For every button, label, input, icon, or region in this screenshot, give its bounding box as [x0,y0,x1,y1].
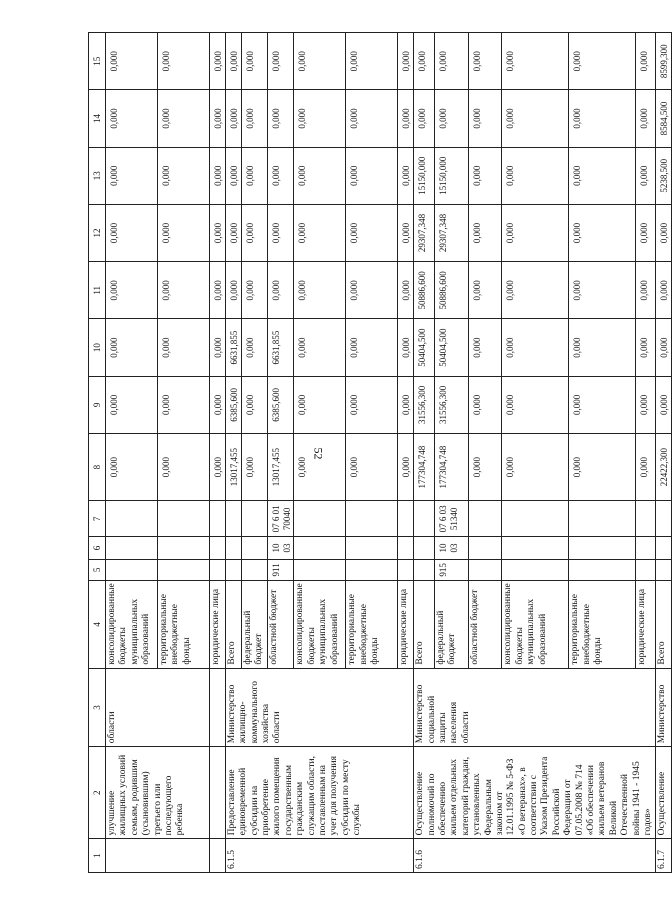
amount-cell: 0,000 [294,147,346,204]
budget-code [569,559,636,580]
amount-cell: 0,000 [398,147,414,204]
amount-cell: 0,000 [656,204,672,261]
table-row [225,33,241,873]
measure-name [210,747,226,839]
budget-code [468,501,501,537]
amount-cell: 0,000 [267,262,294,319]
budget-code [241,537,267,559]
table-row [106,33,158,873]
amount-cell: 0,000 [346,319,398,376]
item-number [210,839,226,873]
executor: Министерство [656,668,672,747]
amount-cell: 0,000 [502,204,569,261]
amount-cell: 0,000 [241,262,267,319]
column-number: 10 [89,319,106,376]
budget-code [414,501,435,537]
budget-code [241,501,267,537]
amount-cell: 0,000 [569,204,636,261]
amount-cell: 0,000 [294,376,346,433]
column-number: 2 [89,747,106,839]
amount-cell: 0,000 [267,204,294,261]
amount-cell: 0,000 [158,433,210,500]
column-number-row [89,33,106,873]
amount-cell: 6385,600 [225,376,241,433]
budget-code [210,537,226,559]
funding-source: территориальные внебюджетные фонды [158,581,210,669]
item-number: 6.1.7 [656,839,672,873]
budget-code [468,537,501,559]
amount-cell: 0,000 [210,433,226,500]
amount-cell: 0,000 [468,204,501,261]
amount-cell: 50404,500 [414,319,435,376]
budget-code [346,501,398,537]
funding-source: юридические лица [636,581,656,669]
amount-cell: 0,000 [656,319,672,376]
amount-cell: 0,000 [294,319,346,376]
funding-source: областной бюджет [468,581,501,669]
amount-cell: 0,000 [636,262,656,319]
funding-source: консолидированные бюджеты муниципальных образований [106,581,158,669]
amount-cell: 0,000 [294,433,346,500]
amount-cell: 177304,748 [434,433,468,500]
amount-cell: 0,000 [636,376,656,433]
amount-cell: 0,000 [106,433,158,500]
budget-code: 911 [267,559,294,580]
amount-cell: 0,000 [210,376,226,433]
budget-table [88,32,672,873]
amount-cell: 0,000 [158,147,210,204]
amount-cell: 0,000 [569,147,636,204]
amount-cell: 0,000 [267,147,294,204]
amount-cell: 0,000 [398,433,414,500]
amount-cell: 0,000 [294,90,346,147]
amount-cell: 0,000 [225,33,241,90]
amount-cell: 0,000 [210,90,226,147]
amount-cell: 0,000 [636,33,656,90]
budget-code [241,559,267,580]
budget-code [294,537,346,559]
amount-cell: 22422,300 [656,433,672,500]
column-number: 12 [89,204,106,261]
amount-cell: 0,000 [502,319,569,376]
amount-cell: 50404,500 [434,319,468,376]
budget-code [569,501,636,537]
amount-cell: 0,000 [241,90,267,147]
amount-cell: 0,000 [210,33,226,90]
column-number: 5 [89,559,106,580]
budget-code [225,559,241,580]
budget-code: 07 6 03 51340 [434,501,468,537]
amount-cell: 0,000 [210,204,226,261]
amount-cell: 29307,348 [434,204,468,261]
funding-source: федеральный бюджет [241,581,267,669]
budget-code [346,559,398,580]
amount-cell: 13017,455 [225,433,241,500]
amount-cell: 0,000 [346,262,398,319]
measure-name: улучшение жилищных условий семьям, родившим (усыновившим) третьего или последующего ребенка [106,747,210,839]
budget-code [294,559,346,580]
executor [210,668,226,747]
amount-cell: 6385,600 [267,376,294,433]
amount-cell: 0,000 [267,90,294,147]
amount-cell: 0,000 [468,433,501,500]
amount-cell: 0,000 [502,147,569,204]
amount-cell: 8584,500 [656,90,672,147]
budget-code [225,537,241,559]
amount-cell: 0,000 [468,147,501,204]
table-row [414,33,435,873]
amount-cell: 8599,300 [656,33,672,90]
column-number: 14 [89,90,106,147]
amount-cell: 6631,855 [225,319,241,376]
amount-cell: 0,000 [502,33,569,90]
budget-code [636,537,656,559]
amount-cell: 0,000 [569,33,636,90]
budget-code [502,537,569,559]
amount-cell: 29307,348 [414,204,435,261]
amount-cell: 0,000 [636,204,656,261]
item-number [106,839,210,873]
amount-cell: 0,000 [225,204,241,261]
executor: Министерство социальной защиты населения области [414,668,656,747]
budget-code [656,537,672,559]
amount-cell: 0,000 [502,90,569,147]
budget-code [398,501,414,537]
amount-cell: 0,000 [158,204,210,261]
funding-source: консолидированные бюджеты муниципальных образований [502,581,569,669]
amount-cell: 0,000 [225,262,241,319]
funding-source: территориальные внебюджетные фонды [346,581,398,669]
measure-name: Осуществление полномочий по обеспечению жильем отдельных категорий граждан, установленных Федеральным законом от 12.01.1995 № 5-ФЗ «О ветеранах», в соответствии с Указом Президента Российской Федерации от 07.05.2008 № 714 «Об обеспечении жильем ветеранов Великой Отечественной войны 1941 - 1945 годов» [414,747,656,839]
budget-code [210,559,226,580]
amount-cell: 177304,748 [414,433,435,500]
amount-cell: 0,000 [468,90,501,147]
amount-cell: 0,000 [636,147,656,204]
column-number: 1 [89,839,106,873]
budget-code [398,559,414,580]
budget-code [414,559,435,580]
amount-cell: 0,000 [158,262,210,319]
amount-cell: 6631,855 [267,319,294,376]
amount-cell: 0,000 [656,376,672,433]
budget-code [636,501,656,537]
budget-code [502,559,569,580]
budget-code [106,537,158,559]
funding-source: Всего [225,581,241,669]
amount-cell: 0,000 [398,319,414,376]
budget-code [502,501,569,537]
amount-cell: 0,000 [241,147,267,204]
amount-cell: 15150,000 [434,147,468,204]
budget-code [158,559,210,580]
table-row [656,33,672,873]
budget-code [210,501,226,537]
amount-cell: 0,000 [210,262,226,319]
amount-cell: 0,000 [414,33,435,90]
executor: Министерство жилищно-коммунального хозяйства области [225,668,413,747]
funding-source: территориальные внебюджетные фонды [569,581,636,669]
amount-cell: 13017,455 [267,433,294,500]
amount-cell: 0,000 [502,433,569,500]
rotated-page [88,32,670,873]
amount-cell: 0,000 [241,33,267,90]
budget-code: 07 6 01 70040 [267,501,294,537]
amount-cell: 0,000 [210,319,226,376]
budget-code [106,559,158,580]
budget-code: 10 03 [434,537,468,559]
executor: области [106,668,210,747]
amount-cell: 0,000 [502,262,569,319]
amount-cell: 0,000 [468,376,501,433]
amount-cell: 0,000 [158,33,210,90]
budget-code [398,537,414,559]
page-number: 52 [311,447,326,460]
amount-cell: 0,000 [346,33,398,90]
amount-cell: 0,000 [398,376,414,433]
budget-code [414,537,435,559]
amount-cell: 0,000 [225,90,241,147]
amount-cell: 0,000 [241,376,267,433]
amount-cell: 0,000 [346,90,398,147]
column-number: 11 [89,262,106,319]
amount-cell: 0,000 [267,33,294,90]
amount-cell: 0,000 [241,319,267,376]
funding-source: консолидированные бюджеты муниципальных образований [294,581,346,669]
amount-cell: 0,000 [414,90,435,147]
amount-cell: 0,000 [569,433,636,500]
amount-cell: 0,000 [636,90,656,147]
budget-code [636,559,656,580]
budget-code [158,501,210,537]
amount-cell: 0,000 [158,319,210,376]
amount-cell: 5238,500 [656,147,672,204]
amount-cell: 0,000 [294,204,346,261]
budget-code [158,537,210,559]
amount-cell: 0,000 [468,33,501,90]
item-number: 6.1.6 [414,839,656,873]
amount-cell: 0,000 [158,90,210,147]
amount-cell: 0,000 [656,262,672,319]
amount-cell: 0,000 [106,33,158,90]
amount-cell: 0,000 [106,204,158,261]
amount-cell: 0,000 [636,433,656,500]
amount-cell: 0,000 [398,90,414,147]
column-number: 3 [89,668,106,747]
table-row [210,33,226,873]
amount-cell: 0,000 [158,376,210,433]
budget-code [294,501,346,537]
amount-cell: 0,000 [294,262,346,319]
amount-cell: 0,000 [468,262,501,319]
item-number: 6.1.5 [225,839,413,873]
column-number: 4 [89,581,106,669]
amount-cell: 0,000 [241,433,267,500]
amount-cell: 0,000 [294,33,346,90]
column-number: 6 [89,537,106,559]
budget-code [468,559,501,580]
column-number: 15 [89,33,106,90]
budget-code [656,501,672,537]
measure-name: Осуществление [656,747,672,839]
column-number: 8 [89,433,106,500]
amount-cell: 0,000 [106,376,158,433]
funding-source: федеральный бюджет [434,581,468,669]
amount-cell: 0,000 [106,262,158,319]
amount-cell: 0,000 [569,376,636,433]
amount-cell: 0,000 [241,204,267,261]
amount-cell: 15150,000 [414,147,435,204]
funding-source: Всего [656,581,672,669]
amount-cell: 31556,300 [434,376,468,433]
column-number: 7 [89,501,106,537]
budget-code [569,537,636,559]
amount-cell: 0,000 [225,147,241,204]
amount-cell: 0,000 [346,433,398,500]
measure-name: Предоставление единовременной субсидии на приобретение жилого помещения государственным гражданским служащим области, поставленным на учет для получения субсидии по месту службы [225,747,413,839]
amount-cell: 0,000 [398,262,414,319]
amount-cell: 0,000 [106,319,158,376]
column-number: 9 [89,376,106,433]
amount-cell: 0,000 [106,90,158,147]
budget-code [656,559,672,580]
amount-cell: 0,000 [346,147,398,204]
amount-cell: 50886,600 [414,262,435,319]
budget-code [225,501,241,537]
amount-cell: 0,000 [398,33,414,90]
amount-cell: 0,000 [106,147,158,204]
amount-cell: 0,000 [502,376,569,433]
funding-source: областной бюджет [267,581,294,669]
amount-cell: 0,000 [434,90,468,147]
amount-cell: 0,000 [569,319,636,376]
funding-source: юридические лица [398,581,414,669]
amount-cell: 0,000 [636,319,656,376]
amount-cell: 31556,300 [414,376,435,433]
amount-cell: 0,000 [569,90,636,147]
budget-code [346,537,398,559]
amount-cell: 0,000 [210,147,226,204]
amount-cell: 0,000 [569,262,636,319]
funding-source: Всего [414,581,435,669]
amount-cell: 50886,600 [434,262,468,319]
budget-code: 915 [434,559,468,580]
amount-cell: 0,000 [346,376,398,433]
amount-cell: 0,000 [434,33,468,90]
budget-code: 10 03 [267,537,294,559]
column-number: 13 [89,147,106,204]
funding-source: юридические лица [210,581,226,669]
amount-cell: 0,000 [468,319,501,376]
budget-code [106,501,158,537]
amount-cell: 0,000 [398,204,414,261]
amount-cell: 0,000 [346,204,398,261]
